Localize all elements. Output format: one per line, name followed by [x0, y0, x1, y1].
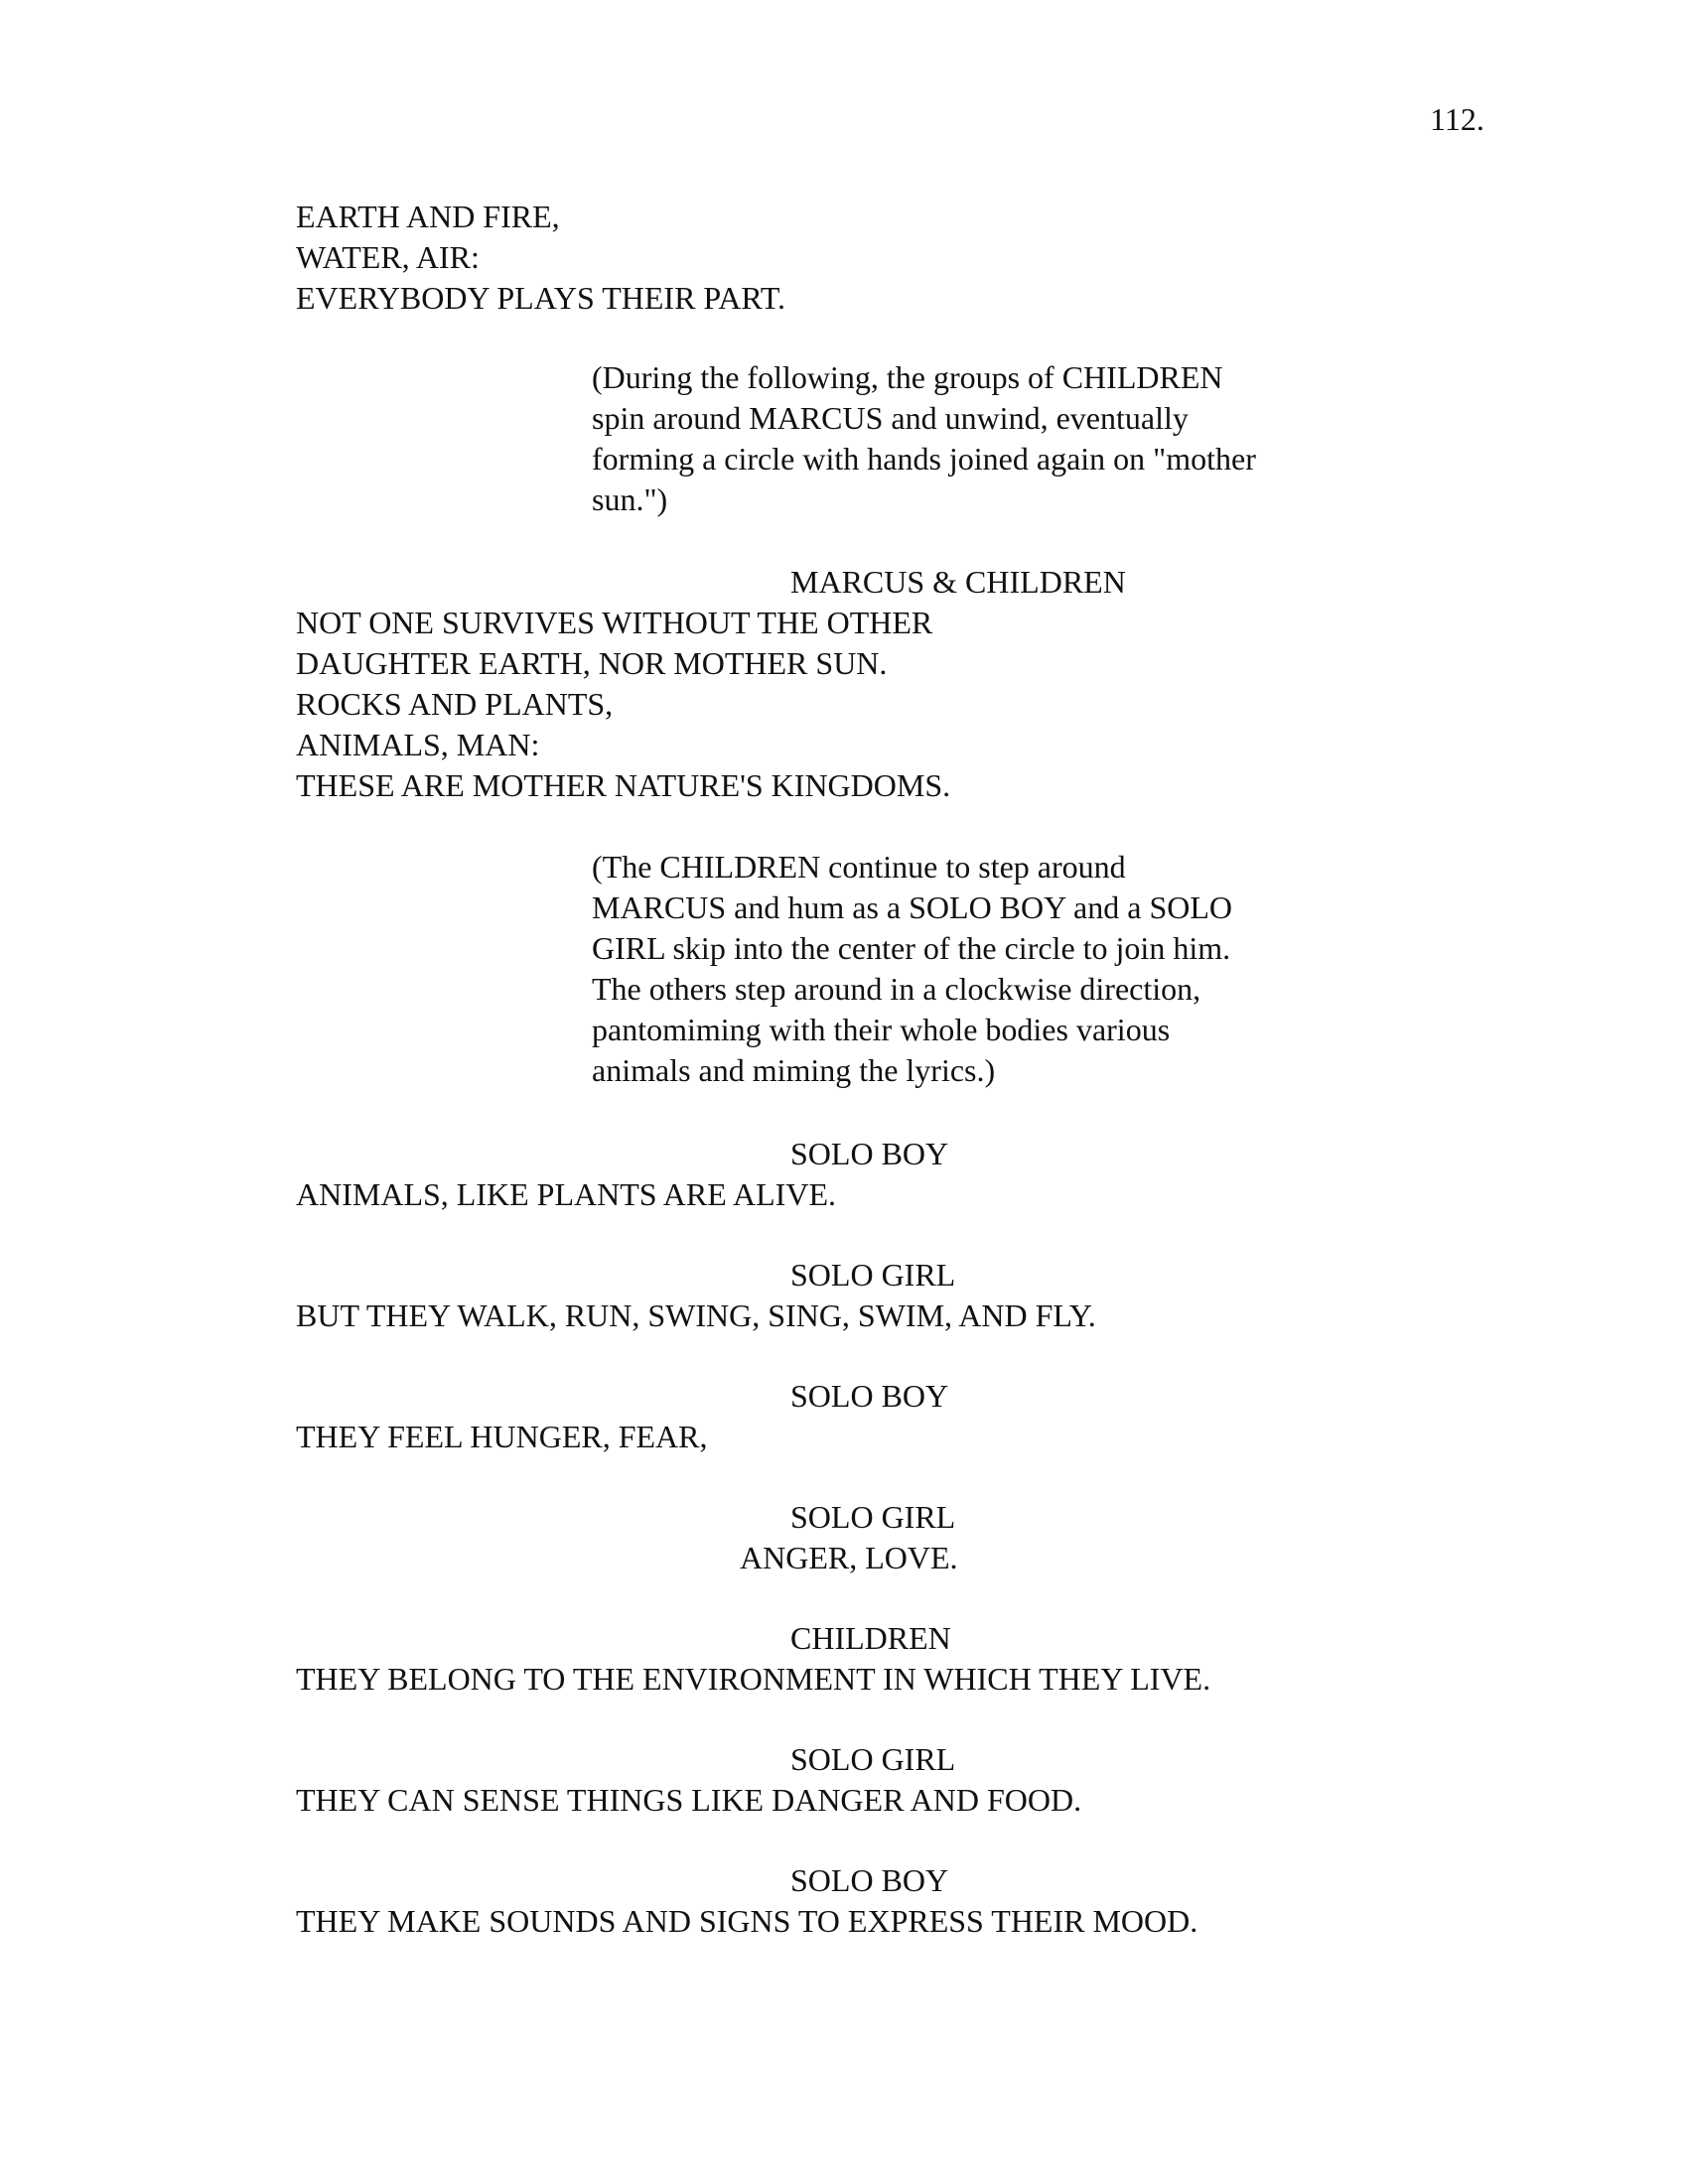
character-cue: MARCUS & CHILDREN — [790, 564, 1126, 600]
character-cue: SOLO GIRL — [790, 1499, 956, 1535]
lyric-line: THESE ARE MOTHER NATURE'S KINGDOMS. — [296, 767, 951, 803]
lyric-line: ANIMALS, LIKE PLANTS ARE ALIVE. — [296, 1176, 836, 1212]
stage-direction-line: (During the following, the groups of CHILDREN — [592, 359, 1223, 395]
lyric-line: ROCKS AND PLANTS, — [296, 686, 614, 722]
stage-direction-line: GIRL skip into the center of the circle to join him. — [592, 930, 1231, 966]
stage-direction-line: MARCUS and hum as a SOLO BOY and a SOLO — [592, 889, 1233, 925]
lyric-line: ANGER, LOVE. — [740, 1540, 958, 1575]
character-cue: SOLO BOY — [790, 1378, 949, 1414]
stage-direction-line: animals and miming the lyrics.) — [592, 1052, 996, 1088]
lyric-line: DAUGHTER EARTH, NOR MOTHER SUN. — [296, 645, 888, 681]
lyric-line: THEY FEEL HUNGER, FEAR, — [296, 1419, 708, 1454]
stage-direction-line: sun.") — [592, 481, 668, 517]
stage-direction-line: (The CHILDREN continue to step around — [592, 849, 1126, 885]
stage-direction — [592, 847, 1307, 1091]
stage-direction-line: pantomiming with their whole bodies various — [592, 1012, 1171, 1047]
character-cue: CHILDREN — [790, 1620, 951, 1656]
stage-direction-line: The others step around in a clockwise direction, — [592, 971, 1201, 1007]
stage-direction-line: forming a circle with hands joined again on "mother — [592, 441, 1256, 477]
lyric-line: EARTH AND FIRE, — [296, 199, 560, 234]
lyric-line: ANIMALS, MAN: — [296, 727, 540, 762]
lyric-line: NOT ONE SURVIVES WITHOUT THE OTHER — [296, 605, 933, 640]
lyric-line: THEY CAN SENSE THINGS LIKE DANGER AND FOOD. — [296, 1782, 1082, 1818]
character-cue: SOLO BOY — [790, 1862, 949, 1898]
lyric-line: BUT THEY WALK, RUN, SWING, SING, SWIM, AND FLY. — [296, 1297, 1096, 1333]
lyric-line: WATER, AIR: — [296, 239, 480, 275]
character-cue: SOLO GIRL — [790, 1257, 956, 1293]
character-cue: SOLO GIRL — [790, 1741, 956, 1777]
lyric-line: THEY BELONG TO THE ENVIRONMENT IN WHICH THEY LIVE. — [296, 1661, 1211, 1697]
stage-direction — [592, 357, 1307, 520]
lyric-line: EVERYBODY PLAYS THEIR PART. — [296, 280, 785, 316]
character-cue: SOLO BOY — [790, 1136, 949, 1171]
page-number: 112. — [1430, 101, 1484, 137]
stage-direction-line: spin around MARCUS and unwind, eventually — [592, 400, 1189, 436]
lyric-line: THEY MAKE SOUNDS AND SIGNS TO EXPRESS THEIR MOOD. — [296, 1903, 1198, 1939]
